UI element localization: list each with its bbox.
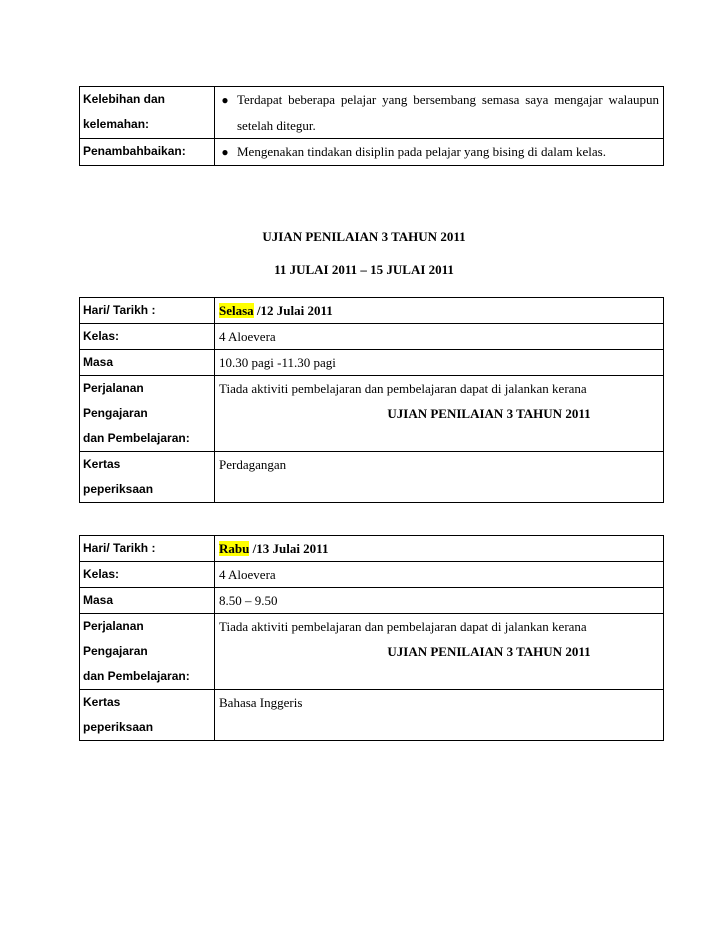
class-label: Kelas: xyxy=(80,562,215,588)
schedule-table-2 xyxy=(79,535,664,741)
review-row-improvement xyxy=(80,139,664,166)
schedule-table-1 xyxy=(79,297,664,503)
day-name: Rabu xyxy=(219,541,250,556)
review-table xyxy=(79,86,664,166)
day-name: Selasa xyxy=(219,303,254,318)
day-date: /12 Julai 2011 xyxy=(253,303,333,318)
paper-label: Kertas peperiksaan xyxy=(80,452,215,503)
paper-value: Bahasa Inggeris xyxy=(215,690,664,741)
class-value: 4 Aloevera xyxy=(215,324,664,350)
day-value xyxy=(215,536,664,562)
time-label: Masa xyxy=(80,350,215,376)
time-label: Masa xyxy=(80,588,215,614)
activity-label: Perjalanan Pengajaran dan Pembelajaran: xyxy=(80,614,215,690)
activity-label: Perjalanan Pengajaran dan Pembelajaran: xyxy=(80,376,215,452)
paper-label: Kertas peperiksaan xyxy=(80,690,215,741)
activity-emphasis: UJIAN PENILAIAN 3 TAHUN 2011 xyxy=(387,406,591,421)
bullet-icon: ● xyxy=(221,93,229,107)
review-text-strengths: ● Terdapat beberapa pelajar yang bersembang semasa saya mengajar walaupun setelah ditegur. xyxy=(215,87,664,139)
paper-value: Perdagangan xyxy=(215,452,664,503)
class-value: 4 Aloevera xyxy=(215,562,664,588)
bullet-icon: ● xyxy=(221,145,229,159)
exam-dates: 11 JULAI 2011 – 15 JULAI 2011 xyxy=(274,262,454,277)
time-value: 10.30 pagi -11.30 pagi xyxy=(215,350,664,376)
day-value xyxy=(215,298,664,324)
day-date: /13 Julai 2011 xyxy=(249,541,329,556)
review-label-improvement: Penambahbaikan: xyxy=(80,139,215,166)
review-label-strengths: Kelebihan dan kelemahan: xyxy=(80,87,215,139)
day-label: Hari/ Tarikh : xyxy=(80,536,215,562)
review-row-strengths xyxy=(80,87,664,139)
activity-emphasis: UJIAN PENILAIAN 3 TAHUN 2011 xyxy=(387,644,591,659)
day-label: Hari/ Tarikh : xyxy=(80,298,215,324)
review-text-improvement: ● Mengenakan tindakan disiplin pada pelajar yang bising di dalam kelas. xyxy=(215,139,664,166)
exam-title: UJIAN PENILAIAN 3 TAHUN 2011 xyxy=(262,229,466,244)
time-value: 8.50 – 9.50 xyxy=(215,588,664,614)
activity-value: Tiada aktiviti pembelajaran dan pembelajaran dapat di jalankan kerana UJIAN PENILAIAN 3 TAHUN 2011 xyxy=(215,614,664,690)
class-label: Kelas: xyxy=(80,324,215,350)
activity-value: Tiada aktiviti pembelajaran dan pembelajaran dapat di jalankan kerana UJIAN PENILAIAN 3 TAHUN 2011 xyxy=(215,376,664,452)
